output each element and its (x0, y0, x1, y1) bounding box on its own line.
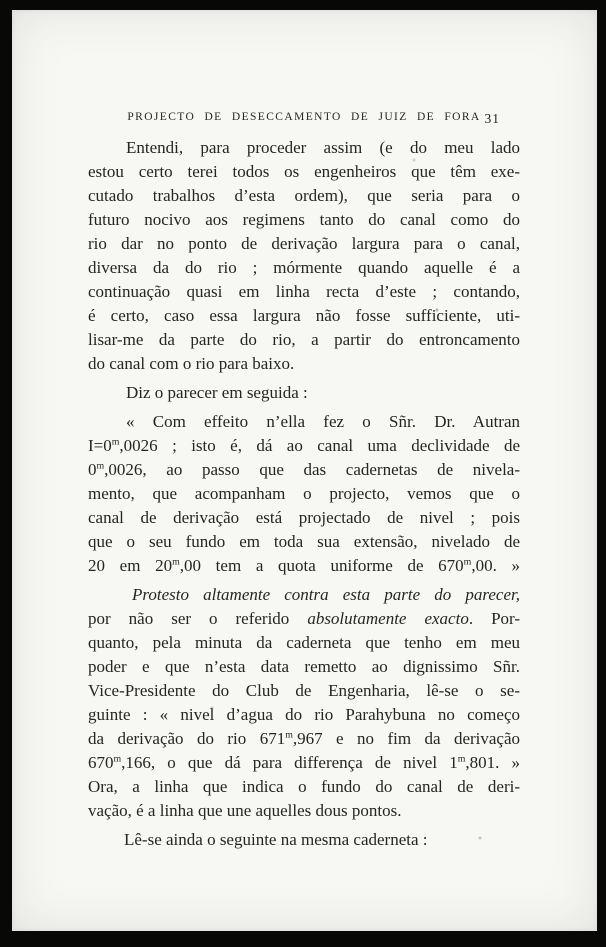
text-line: diversa da do rio ; mórmente quando aquelle é a (88, 258, 520, 277)
text-line: guinte : « nivel d’agua do rio Parahybuna no começo (88, 705, 520, 724)
text-line: futuro nocivo aos regimens tanto do canal como do (88, 210, 520, 229)
text-line: Diz o parecer em seguida : (126, 383, 308, 402)
text-line: por não ser o referido absolutamente exacto. Por- (88, 609, 521, 628)
paragraph (88, 828, 520, 852)
text-line: mento, que acompanham o projecto, vemos que o (88, 484, 520, 503)
paragraph (88, 136, 520, 376)
text-line: $I=0^m,0026$ ; isto é, dá ao canal uma declividade de (88, 436, 520, 455)
page-header (88, 111, 520, 126)
paragraph (88, 410, 520, 578)
paragraph (88, 381, 520, 405)
text-line: poder e que n’esta data remetto ao dignissimo Sñr. (88, 657, 520, 676)
paragraph (88, 583, 520, 823)
text-line: Ora, a linha que indica o fundo do canal de deri- (88, 777, 520, 796)
text-line: 20 em 20$^m$,00 tem a quota uniforme de 670$^m$,00. » (88, 556, 520, 575)
text-line: cutado trabalhos d’esta ordem), que seria para o (88, 186, 520, 205)
text-line: que o seu fundo em toda sua extensão, nivelado de (88, 532, 520, 551)
text-line: é certo, caso essa largura não fosse sufficiente, uti- (88, 306, 520, 325)
book-page (12, 10, 597, 931)
text-line: vação, é a linha que une aquelles dous pontos. (88, 801, 402, 820)
text-line: rio dar no ponto de derivação largura para o canal, (88, 234, 520, 253)
text-line: continuação quasi em linha recta d’este ; contando, (88, 282, 520, 301)
text-line: Entendi, para proceder assim (e do meu lado (126, 138, 520, 157)
text-line: 670$^m$,166, o que dá para differença de nivel 1$^m$,801. » (88, 753, 521, 772)
text-line: canal de derivação está projectado de nivel ; pois (88, 508, 520, 527)
text-line: Protesto altamente contra esta parte do parecer, (132, 585, 520, 604)
text-line: Vice-Presidente do Club de Engenharia, lê-se o se- (88, 681, 520, 700)
text-line: da derivação do rio 671$^m$,967 e no fim da derivação (88, 729, 521, 748)
text-line: do canal com o rio para baixo. (88, 354, 295, 373)
text-line: lisar-me da parte do rio, a partir do entroncamento (88, 330, 520, 349)
text-line: quanto, pela minuta da caderneta que tenho em meu (88, 633, 520, 652)
page-number: 31 (484, 111, 500, 126)
text-line: Lê-se ainda o seguinte na mesma caderneta : (124, 830, 428, 849)
text-line: 0$^m$,0026, ao passo que das cadernetas de nivela- (88, 460, 520, 479)
text-line: « Com effeito n’ella fez o Sñr. Dr. Autran (126, 412, 520, 431)
text-block (88, 136, 520, 852)
running-title: PROJECTO DE DESECCAMENTO DE JUIZ DE FORA (127, 111, 481, 123)
text-line: estou certo terei todos os engenheiros que têm exe- (88, 162, 520, 181)
